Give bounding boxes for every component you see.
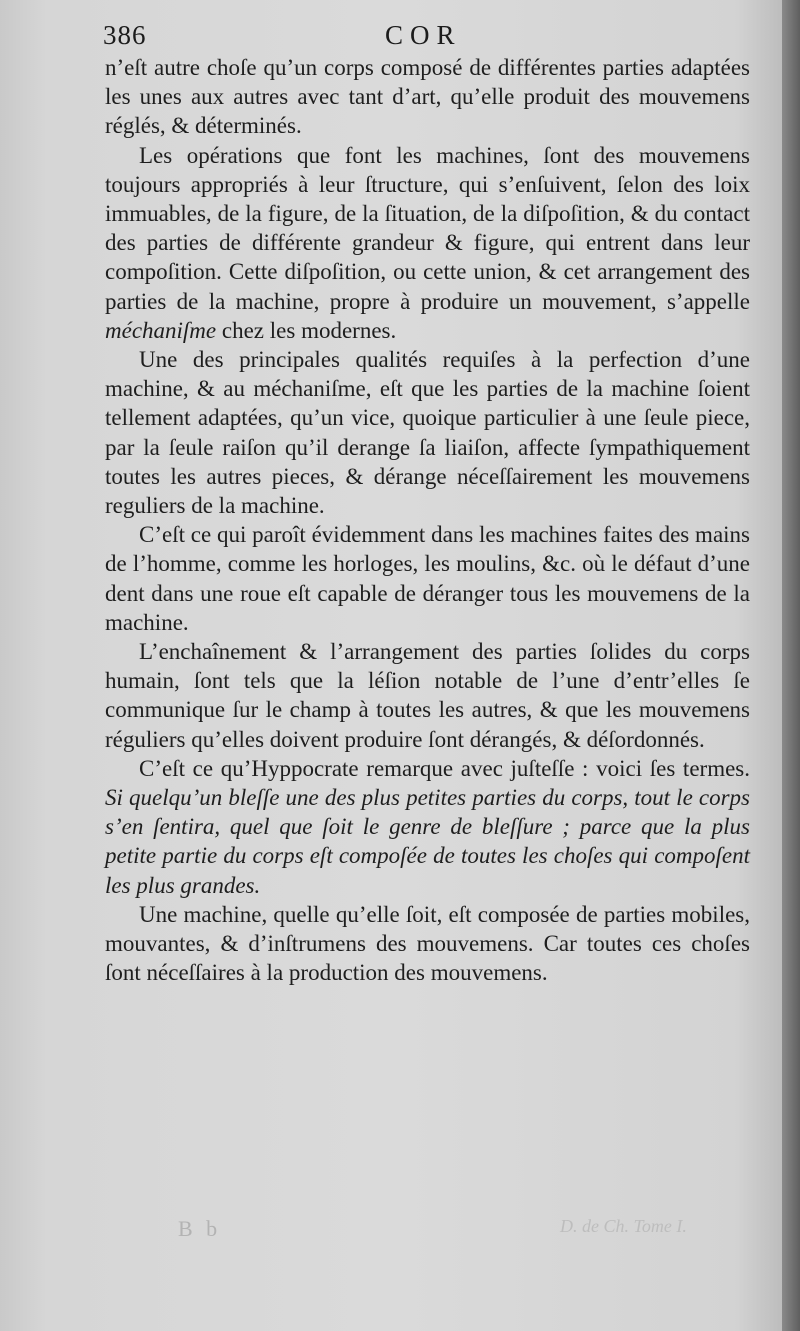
paragraph-2 <box>105 141 750 345</box>
page-footer <box>0 1210 782 1250</box>
paragraph-4 <box>105 520 750 637</box>
paragraph-5 <box>105 637 750 754</box>
page-number: 386 <box>103 20 147 50</box>
page-edge <box>782 0 800 1331</box>
paragraph-1 <box>105 53 750 141</box>
paragraph-3 <box>105 345 750 520</box>
signature-mark: B b <box>178 1216 222 1241</box>
paragraph-2-text: Les opérations que font les machines, ſont des mouvemens toujours appropriés à leur ſtructure, qui s’enſuivent, ſelon des loix immuables, de la figure, de la ſituation, de la diſpoſition, & du contact des parties de différente grandeur & figure, qui entrent dans leur compoſition. Cette diſpoſition, ou cette union, & cet arrangement des parties de la machine, propre à produire un mouvement, s’appelle <box>105 142 750 314</box>
term-mechanisme: méchaniſme <box>105 317 217 343</box>
paragraph-1-text: n’eſt autre choſe qu’un corps composé de différentes parties adaptées les unes aux autres avec tant d’art, qu’elle produit des mouvemens réglés, & déterminés. <box>105 55 750 139</box>
paragraph-3-text: Une des principales qualités requiſes à la perfection d’une machine, & au méchaniſme, eſt que les parties de la machine ſoient tellement adaptées, qu’un vice, quoique particulier à une ſeule piece, par la ſeule raiſon qu’il derange ſa liaiſon, affecte ſympathiquement toutes les autres pieces, & dérange néceſſairement les mouvemens reguliers de la machine. <box>105 347 750 519</box>
main-text <box>105 53 750 988</box>
paragraph-5-text: L’enchaînement & l’arrangement des parties ſolides du corps humain, ſont tels que la léſion notable de l’une d’entr’elles ſe communique ſur le champ à toutes les autres, & que les mouvemens réguliers qu’elles doivent produire ſont dérangés, & déſordonnés. <box>105 639 750 752</box>
show-through-text: D. de Ch. Tome I. <box>560 1216 687 1236</box>
hippocrates-quotation: Si quelqu’un bleſſe une des plus petites parties du corps, tout le corps s’en ſentira, quel que ſoit le genre de bleſſure ; parce que la plus petite partie du corps eſt compoſée de toutes les choſes qui compoſent les plus grandes. <box>105 785 750 898</box>
paragraph-2-text-end: chez les modernes. <box>216 317 397 343</box>
paragraph-4-text: C’eſt ce qui paroît évidemment dans les machines faites des mains de l’homme, comme les horloges, les moulins, &c. où le défaut d’une dent dans une roue eſt capable de déranger tous les mouvemens de la machine. <box>105 522 750 635</box>
paragraph-7-text: Une machine, quelle qu’elle ſoit, eſt composée de parties mobiles, mouvantes, & d’inſtrumens des mouvemens. Car toutes ces choſes ſont néceſſaires à la production des mouvemens. <box>105 901 750 986</box>
paragraph-7 <box>105 900 750 988</box>
paragraph-6 <box>105 754 750 900</box>
running-head: COR <box>385 20 462 50</box>
paragraph-6-text: C’eſt ce qu’Hyppocrate remarque avec juſteſſe : voici ſes termes. <box>139 755 750 781</box>
